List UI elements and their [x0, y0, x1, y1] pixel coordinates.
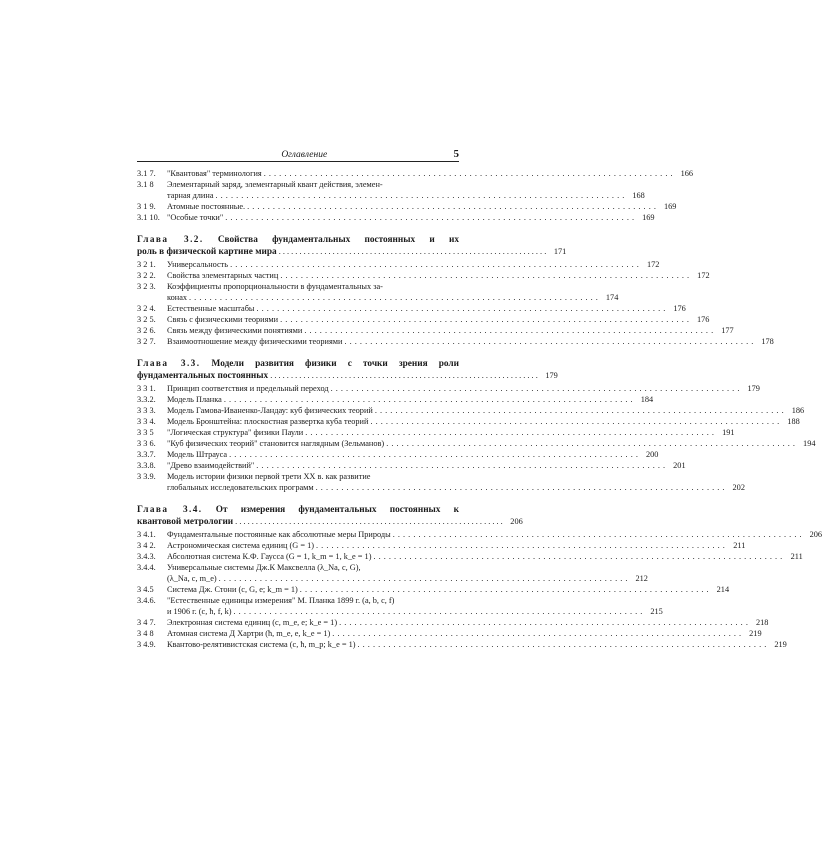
dot-leader [280, 270, 689, 281]
entry-number: 3 4 8 [137, 629, 154, 638]
entry-body [167, 540, 745, 551]
dot-leader [370, 416, 779, 427]
chapter-title-cont: роль в физической картине мира [137, 247, 277, 257]
entry-line [167, 617, 768, 628]
toc-entry [137, 529, 822, 540]
entry-title-line: Модель истории физики первой трети XX в. как развитие [167, 472, 371, 481]
toc-page [137, 146, 822, 650]
entry-number: 3 3 4. [137, 417, 156, 426]
entry-page: 174 [605, 293, 619, 302]
entry-page: 184 [640, 395, 654, 404]
chapter-title-line2 [137, 370, 558, 382]
entry-body [167, 270, 710, 281]
entry-number: 3 3.9. [137, 472, 156, 481]
header-title: Оглавление [281, 150, 328, 160]
dot-leader [304, 325, 713, 336]
entry-page: 191 [722, 428, 735, 437]
toc-entry [137, 270, 710, 281]
entry-number: 3 2 2. [137, 271, 156, 280]
entry-line [167, 551, 803, 562]
entry-title: Модель Планка [167, 395, 222, 404]
chapter-title-line2 [137, 246, 567, 258]
entry-number: 3 3 1. [137, 384, 156, 393]
entry-number: 3 4.1. [137, 530, 156, 539]
entry-page: 212 [635, 574, 648, 583]
entry-body [167, 212, 655, 223]
entry-number: 3.4.3. [137, 552, 156, 561]
entry-number: 3.4.6. [137, 596, 156, 605]
toc-entry [137, 394, 654, 405]
entry-line [167, 573, 648, 584]
entry-body [167, 314, 709, 325]
entry-line [167, 190, 645, 201]
chapter-title: Свойства фундаментальных постоянных и их [217, 235, 459, 245]
entry-number: 3 3 6. [137, 439, 156, 448]
running-header [137, 146, 459, 162]
dot-leader [339, 617, 748, 628]
entry-number: 3 4.9. [137, 640, 156, 649]
entry-body [167, 394, 653, 405]
entry-title: Электронная система единиц (c, m_e, e; k_e = 1) [167, 618, 338, 627]
toc-entry [137, 168, 694, 179]
dot-leader [189, 292, 598, 303]
entry-page: 200 [645, 450, 659, 459]
toc-entry [137, 628, 762, 639]
entry-line [167, 212, 655, 223]
entry-line [167, 303, 686, 314]
entry-title: Абсолютная система К.Ф. Гаусса (G = 1, k_m = 1, k_e = 1) [167, 552, 372, 561]
entry-title: Универсальность [167, 260, 229, 269]
entry-page: 206 [809, 530, 822, 539]
entry-body [167, 281, 618, 303]
dot-leader [344, 336, 753, 347]
chapter-title-cont: фундаментальных постоянных [137, 371, 269, 381]
entry-title-line: Коэффициенты пропорциональности в фундаментальных за- [167, 282, 383, 291]
entry-number: 3.1 10. [137, 213, 160, 222]
entry-page: 186 [791, 406, 805, 415]
chapter-title: От измерения фундаментальных постоянных к [215, 505, 460, 515]
chapter-title: Модели развития физики с точки зрения роли [211, 359, 460, 369]
entry-line [167, 394, 653, 405]
entry-line [167, 449, 658, 460]
toc-entry [137, 460, 686, 471]
entry-page: 177 [721, 326, 734, 335]
toc-entry [137, 449, 659, 460]
entry-title: (λ_Na, c, m_e) [167, 574, 217, 583]
entry-number: 3 2 1. [137, 260, 156, 269]
toc-entry [137, 416, 800, 427]
entry-line [167, 270, 710, 281]
toc-entry [137, 325, 734, 336]
chapter-entries [137, 259, 774, 347]
entry-page: 169 [642, 213, 655, 222]
entry-line [167, 336, 774, 347]
chapter-label: Глава 3.3. [137, 359, 201, 369]
dot-leader [216, 190, 625, 201]
dot-leader [229, 449, 638, 460]
chapter-page: 206 [510, 517, 523, 526]
entry-title: "Куб физических теорий" становится наглядным (Зельманов) [167, 439, 385, 448]
entry-line [167, 292, 618, 303]
entry-body [167, 617, 768, 628]
entry-number: 3 3 5 [137, 428, 154, 437]
entry-line [167, 383, 760, 394]
dot-leader [358, 639, 767, 650]
entry-title-line: Универсальные системы Дж.К Максвелла (λ_Na, c, G), [167, 563, 361, 572]
entry-page: 169 [663, 202, 677, 211]
chapter-entries [137, 383, 816, 493]
entry-page: 178 [761, 337, 774, 346]
entry-page: 214 [716, 585, 730, 594]
toc-entry [137, 584, 730, 595]
entry-page: 211 [790, 552, 803, 561]
entry-body [167, 303, 686, 314]
dot-leader [235, 516, 503, 527]
entry-line [167, 168, 693, 179]
entry-title: Модель Гамова-Иваненко-Ландау: куб физических теорий [167, 406, 373, 415]
entry-page: 176 [673, 304, 686, 313]
entry-title: Принцип соответствия и предельный переход [167, 384, 329, 393]
entry-number: 3 3 3. [137, 406, 156, 415]
toc-entry [137, 595, 663, 617]
entry-title: Модель Бронштейна: плоскостная развертка куба теорий [167, 417, 369, 426]
entry-title: конах [167, 293, 188, 302]
toc-entry [137, 471, 745, 493]
dot-leader [331, 383, 740, 394]
entry-title: Система Дж. Стони (c, G, e; k_m = 1) [167, 585, 298, 594]
toc-entry [137, 201, 677, 212]
toc-entry [137, 314, 710, 325]
entry-title: Астрономическая система единиц (G = 1) [167, 541, 315, 550]
entry-line [167, 427, 735, 438]
entry-line [167, 314, 709, 325]
entry-number: 3.3.2. [137, 395, 156, 404]
entry-page: 166 [680, 169, 694, 178]
entry-number: 3 4.5 [137, 585, 154, 594]
entry-title: Атомные постоянные. [167, 202, 246, 211]
entry-line [167, 482, 745, 493]
entry-body [167, 628, 762, 639]
entry-line [167, 460, 686, 471]
entry-body [167, 438, 816, 449]
chapter-title-line1 [137, 505, 459, 516]
toc-entry [137, 427, 735, 438]
dot-leader [386, 438, 795, 449]
toc-entry [137, 438, 816, 449]
toc-entry [137, 562, 648, 584]
entry-page: 179 [747, 384, 760, 393]
dot-leader [247, 201, 656, 212]
dot-leader [256, 460, 665, 471]
entry-body [167, 416, 800, 427]
dot-leader [393, 529, 802, 540]
dot-leader [264, 168, 673, 179]
chapter-title-line1 [137, 359, 459, 370]
entry-body [167, 336, 774, 347]
dot-leader [305, 427, 714, 438]
entry-title: Модель Штрауса [167, 450, 228, 459]
toc-entry [137, 540, 746, 551]
dot-leader [373, 551, 782, 562]
entry-body [167, 383, 760, 394]
chapter-page: 179 [545, 371, 558, 380]
chapter-heading [137, 235, 567, 258]
dot-leader [257, 303, 666, 314]
entry-body [167, 471, 745, 493]
entry-number: 3.3.7. [137, 450, 156, 459]
entry-page: 194 [803, 439, 816, 448]
entry-number: 3 4 7. [137, 618, 156, 627]
chapter-heading [137, 359, 558, 382]
entry-number: 3 2 7. [137, 337, 156, 346]
toc-chapters [137, 235, 822, 650]
entry-body [167, 405, 804, 416]
chapter-heading [137, 505, 523, 528]
dot-leader [279, 246, 547, 257]
dot-leader [270, 370, 538, 381]
entry-title: глобальных исследовательских программ [167, 483, 314, 492]
entry-number: 3 2 5. [137, 315, 156, 324]
entry-body [167, 259, 659, 270]
chapter-title-line1 [137, 235, 459, 246]
toc-entry [137, 179, 645, 201]
entry-line [167, 529, 822, 540]
entry-page: 201 [673, 461, 686, 470]
entry-body [167, 595, 663, 617]
entry-line [167, 540, 745, 551]
entry-page: 218 [755, 618, 769, 627]
entry-number: 3 2 4. [137, 304, 156, 313]
entry-line [167, 325, 734, 336]
entry-number: 3.1 8 [137, 180, 154, 189]
entry-page: 211 [733, 541, 746, 550]
chapter-page: 171 [553, 247, 567, 256]
entry-title: Связь с физическими теориями [167, 315, 279, 324]
entry-page: 219 [749, 629, 762, 638]
entry-title: Естественные масштабы [167, 304, 255, 313]
entry-title: "Древо взаимодействий" [167, 461, 255, 470]
entry-page: 188 [787, 417, 800, 426]
entry-number: 3 4 2. [137, 541, 156, 550]
entry-page: 215 [650, 607, 663, 616]
page-number: 5 [453, 148, 459, 160]
entry-page: 219 [774, 640, 787, 649]
entry-number: 3.4.4. [137, 563, 156, 572]
toc-entry [137, 259, 660, 270]
entry-title: Свойства элементарных частиц [167, 271, 279, 280]
toc-entry [137, 212, 655, 223]
entry-title-line: "Естественные единицы измерения" М. Планка 1899 г. (a, b, c, f) [167, 596, 395, 605]
entry-page: 172 [697, 271, 710, 280]
entry-line [167, 584, 729, 595]
entry-title: Атомная система Д Хартри (ħ, m_e, e, k_e = 1) [167, 629, 331, 638]
entry-number: 3 2 3. [137, 282, 156, 291]
entry-title: "Квантовая" терминология [167, 169, 262, 178]
entry-body [167, 449, 658, 460]
entry-body [167, 325, 734, 336]
entry-page: 172 [646, 260, 660, 269]
toc-entry [137, 303, 686, 314]
entry-body [167, 584, 729, 595]
chapter-entries [137, 529, 822, 650]
entry-line [167, 606, 663, 617]
entry-title: и 1906 г. (c, ħ, f, k) [167, 607, 232, 616]
entry-line [167, 639, 787, 650]
entry-body [167, 201, 676, 212]
chapter-title-line2 [137, 516, 523, 528]
entry-number: 3 1 9. [137, 202, 156, 211]
entry-title: Связь между физическими понятиями [167, 326, 303, 335]
dot-leader [316, 540, 725, 551]
entry-body [167, 529, 822, 540]
dot-leader [316, 482, 725, 493]
entry-body [167, 639, 787, 650]
dot-leader [300, 584, 709, 595]
dot-leader [375, 405, 784, 416]
entry-body [167, 168, 693, 179]
dot-leader [219, 573, 628, 584]
entry-line [167, 405, 804, 416]
entry-page: 202 [732, 483, 745, 492]
entry-body [167, 460, 686, 471]
toc-entry [137, 639, 787, 650]
entry-line [167, 201, 676, 212]
entry-line [167, 438, 816, 449]
entry-title: "Особые точки" [167, 213, 224, 222]
entry-title: Фундаментальные постоянные как абсолютные меры Природы [167, 530, 391, 539]
toc-entry [137, 617, 769, 628]
entry-body [167, 179, 645, 201]
entry-page: 168 [632, 191, 645, 200]
entry-number: 3.3.8. [137, 461, 156, 470]
dot-leader [230, 259, 639, 270]
entry-page: 176 [696, 315, 710, 324]
entry-body [167, 427, 735, 438]
toc-entry [137, 336, 774, 347]
toc-entry [137, 551, 803, 562]
entry-number: 3 2 6. [137, 326, 156, 335]
toc-entry [137, 405, 805, 416]
toc-entry [137, 383, 760, 394]
entry-body [167, 562, 648, 584]
entry-body [167, 551, 803, 562]
chapter-title-cont: квантовой метрологии [137, 517, 234, 527]
entry-title: тарная длина [167, 191, 214, 200]
entry-line [167, 628, 762, 639]
entry-title: Квантово-релятивистская система (c, ħ, m_p; k_e = 1) [167, 640, 356, 649]
chapter-label: Глава 3.2. [137, 235, 204, 245]
dot-leader [234, 606, 643, 617]
dot-leader [280, 314, 689, 325]
dot-leader [332, 628, 741, 639]
chapter-label: Глава 3.4. [137, 505, 203, 515]
toc-entry [137, 281, 619, 303]
entry-title: Взаимоотношение между физическими теориями [167, 337, 343, 346]
entry-number: 3.1 7. [137, 169, 156, 178]
entry-line [167, 259, 659, 270]
toc-section-3-1-tail [137, 168, 694, 223]
entry-title: "Логическая структура" физики Паули [167, 428, 304, 437]
dot-leader [224, 394, 633, 405]
dot-leader [225, 212, 634, 223]
entry-line [167, 416, 800, 427]
entry-title-line: Элементарный заряд, элементарный квант действия, элемен- [167, 180, 383, 189]
